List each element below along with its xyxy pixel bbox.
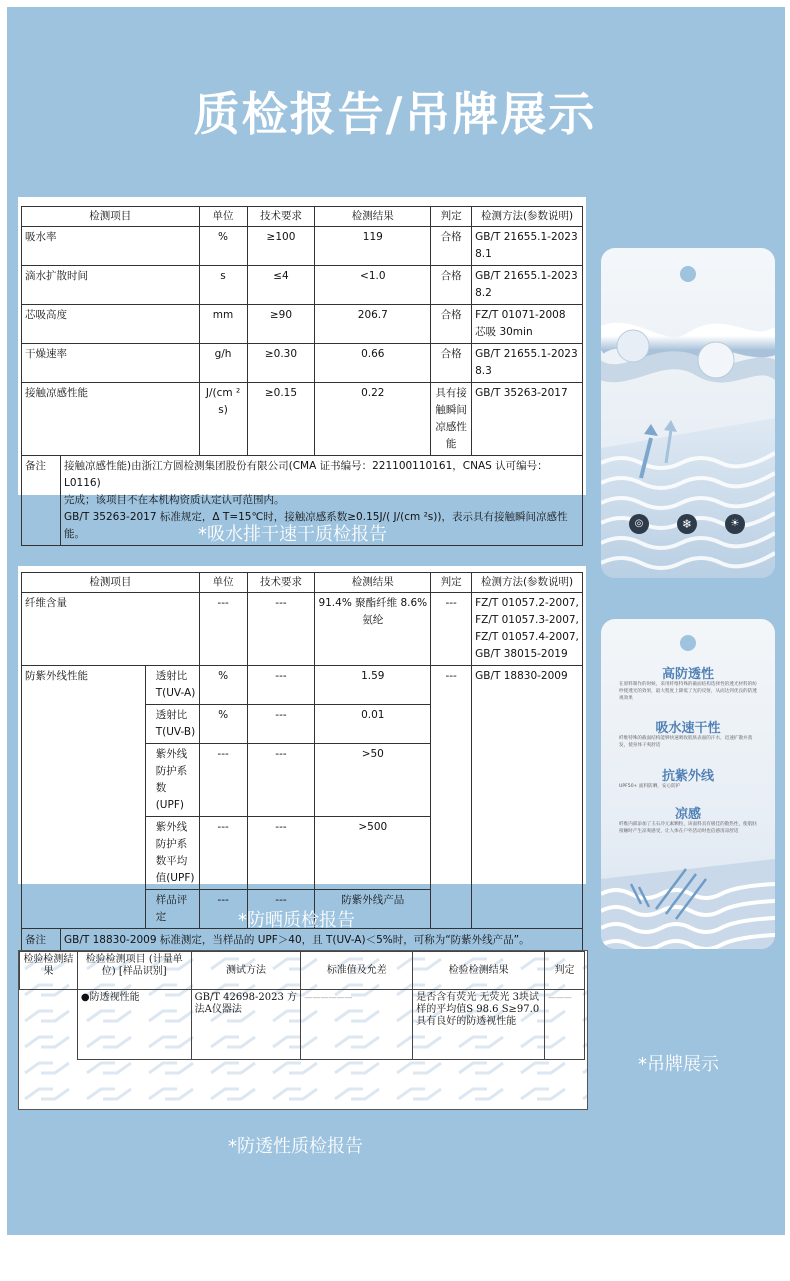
caption-tags: *吊牌展示 (638, 1054, 719, 1075)
caption-sun-protection: *防晒质检报告 (238, 910, 355, 931)
col-header: 判定 (544, 952, 584, 990)
feature-heading: 高防透性 (661, 667, 714, 682)
page-title: 质检报告/吊牌展示 (193, 87, 597, 141)
feature-heading: 吸水速干性 (655, 721, 721, 736)
note-line: 完成；该项目不在本机构资质认定认可范围内。 (64, 494, 285, 506)
cell-unit: s (199, 266, 247, 305)
caption-quick-dry: *吸水排干速干质检报告 (198, 524, 387, 545)
tag-hole (680, 635, 696, 651)
col-header: 单位 (199, 207, 247, 227)
cell-unit: % (199, 227, 247, 266)
table-row (20, 990, 585, 1060)
table-row (22, 344, 583, 383)
fabric-illustration (601, 839, 775, 949)
col-header: 检测方法(参数说明) (472, 573, 583, 593)
cell-item: 接触凉感性能 (22, 383, 200, 456)
cell-judgement: --- (431, 593, 472, 666)
hang-tag-front (601, 248, 775, 578)
feature-text: 在原料制作的时候，采用纤维特殊的截面结构选择性的透光材料的纺纱使透光的效果，最大程度上降低了光的反射，从而达到优良的防透视效果 (619, 682, 757, 701)
cell-empty (20, 990, 78, 1060)
cell-result: 91.4% 聚酯纤维 8.6% 氨纶 (315, 593, 431, 666)
cell-requirement: ≥100 (247, 227, 315, 266)
table-row (22, 383, 583, 456)
cell-requirement: ≤4 (247, 266, 315, 305)
moisture-icon: ◎ (629, 514, 649, 534)
cell-unit: mm (199, 305, 247, 344)
note-line: GB/T 35263-2017 标准规定，Δ T=15℃时，接触凉感系数≥0.15J/( J/(cm ²s))，表示具有接触瞬间凉感性能。 (64, 511, 568, 540)
col-header: 标准值及允差 (301, 952, 413, 990)
note-line: 接触凉感性能)由浙江方圆检测集团股份有限公司(CMA 证书编号：221100110161，CNAS 认可编号：L0116) (64, 460, 548, 489)
cell-item: 吸水率 (22, 227, 200, 266)
caption-anti-see-through: *防透性质检报告 (228, 1136, 363, 1157)
cell-item: 干燥速率 (22, 344, 200, 383)
col-header: 检验检测项目 (计量单位) [样品识别] (77, 952, 191, 990)
col-header: 判定 (431, 573, 472, 593)
cell-requirement: ≥0.15 (247, 383, 315, 456)
cell-result: >50 (315, 744, 431, 817)
cell-item: 芯吸高度 (22, 305, 200, 344)
cell-method: GB/T 21655.1-2023 8.3 (472, 344, 583, 383)
cell-result: 119 (315, 227, 431, 266)
cell-item: 滴水扩散时间 (22, 266, 200, 305)
feature-heading: 抗紫外线 (661, 769, 714, 784)
cell-item: 防紫外线性能 (22, 666, 146, 929)
cell-result: 是否含有荧光 无荧光 3块试样的平均值S 98.6 S≥97.0 具有良好的防透视性能 (413, 990, 545, 1060)
report-card-anti-see-through (18, 950, 588, 1110)
cell-result: 防紫外线产品 (315, 890, 431, 929)
sun-shield-icon: ☀ (725, 514, 745, 534)
col-header: 判定 (431, 207, 472, 227)
cell-unit: --- (199, 817, 247, 890)
cell-judgement: 具有接触瞬间凉感性能 (431, 383, 472, 456)
table-row (22, 227, 583, 266)
cell-requirement: --- (247, 666, 315, 705)
cell-judgement: 合格 (431, 344, 472, 383)
cell-judgement: ——— (544, 990, 584, 1060)
cell-result: 1.59 (315, 666, 431, 705)
col-header: 检测项目 (22, 207, 200, 227)
col-header: 单位 (199, 573, 247, 593)
report-table-anti-see-through (19, 951, 585, 1060)
cell-unit: --- (199, 744, 247, 817)
col-header: 测试方法 (191, 952, 301, 990)
cell-judgement: 合格 (431, 227, 472, 266)
cell-result: >500 (315, 817, 431, 890)
cell-item: 纤维含量 (22, 593, 200, 666)
note-row (22, 929, 583, 953)
report-table-sun-protection (21, 572, 583, 953)
note-label: 备注 (22, 929, 61, 952)
cell-method: GB/T 18830-2009 (472, 666, 583, 929)
col-header: 检测方法(参数说明) (472, 207, 583, 227)
table-row (22, 593, 583, 666)
cell-judgement: --- (431, 666, 472, 929)
cell-result: 0.66 (315, 344, 431, 383)
cell-judgement: 合格 (431, 305, 472, 344)
table-row (22, 266, 583, 305)
col-header: 技术要求 (247, 573, 315, 593)
cell-requirement: ≥0.30 (247, 344, 315, 383)
cell-requirement: --- (247, 744, 315, 817)
cell-unit: % (199, 705, 247, 744)
cell-unit: J/(cm ² s) (199, 383, 247, 456)
cell-result: 0.22 (315, 383, 431, 456)
report-table-quick-dry (21, 206, 583, 546)
cell-judgement: 合格 (431, 266, 472, 305)
cell-subitem: 样品评定 (145, 890, 199, 929)
cell-method: FZ/T 01057.2-2007, FZ/T 01057.3-2007, FZ/T 01057.4-2007, GB/T 38015-2019 (472, 593, 583, 666)
note-text: GB/T 18830-2009 标准测定，当样品的 UPF＞40，且 T(UV-A)＜5%时，可称为“防紫外线产品”。 (64, 934, 530, 946)
note-label: 备注 (22, 456, 61, 545)
cell-result: 0.01 (315, 705, 431, 744)
table-row (22, 666, 583, 705)
cell-requirement: --- (247, 705, 315, 744)
cell-standard: —————— (301, 990, 413, 1060)
cell-method: FZ/T 01071-2008 芯吸 30min (472, 305, 583, 344)
col-header: 检验检测结果 (413, 952, 545, 990)
feature-heading: 凉感 (674, 807, 701, 822)
col-header: 技术要求 (247, 207, 315, 227)
cell-unit: % (199, 666, 247, 705)
col-header: 检测结果 (315, 573, 431, 593)
cell-result: 206.7 (315, 305, 431, 344)
hang-tag-back (601, 619, 775, 949)
snowflake-icon: ❄ (677, 514, 697, 534)
feature-text: UPF50+ 面料防晒，安心防护 (619, 784, 681, 789)
cell-requirement: --- (247, 890, 315, 929)
feature-text: 纤维特殊的截面结构能够快速吸收肌肤表面的汗水，迅速扩散并蒸发，使身体干爽舒适 (619, 736, 753, 748)
feature-text: 纤维内部添加了玉石冷元素颗粒，该面料具有极佳的散热性，使肌肤接触时产生凉爽感受，让人体在户外活动时也倍感清凉舒适 (619, 822, 757, 834)
col-header: 检测结果 (315, 207, 431, 227)
cell-subitem: 紫外线防护系数 (UPF) (145, 744, 199, 817)
cell-subitem: 透射比 T(UV-B) (145, 705, 199, 744)
cell-unit: --- (199, 890, 247, 929)
table-row (22, 305, 583, 344)
cell-method: GB/T 35263-2017 (472, 383, 583, 456)
cell-requirement: --- (247, 817, 315, 890)
cell-requirement: ≥90 (247, 305, 315, 344)
cell-unit: --- (199, 593, 247, 666)
cell-result: <1.0 (315, 266, 431, 305)
cell-subitem: 紫外线防护系数平均值(UPF) (145, 817, 199, 890)
cell-method: GB/T 21655.1-2023 8.2 (472, 266, 583, 305)
cell-method: GB/T 42698-2023 方法A仪器法 (191, 990, 301, 1060)
cell-method: GB/T 21655.1-2023 8.1 (472, 227, 583, 266)
cell-requirement: --- (247, 593, 315, 666)
cell-subitem: 透射比 T(UV-A) (145, 666, 199, 705)
cell-item: ●防透视性能 (77, 990, 191, 1060)
col-header: 检验检测结果 (20, 952, 78, 990)
col-header: 检测项目 (22, 573, 200, 593)
cell-unit: g/h (199, 344, 247, 383)
